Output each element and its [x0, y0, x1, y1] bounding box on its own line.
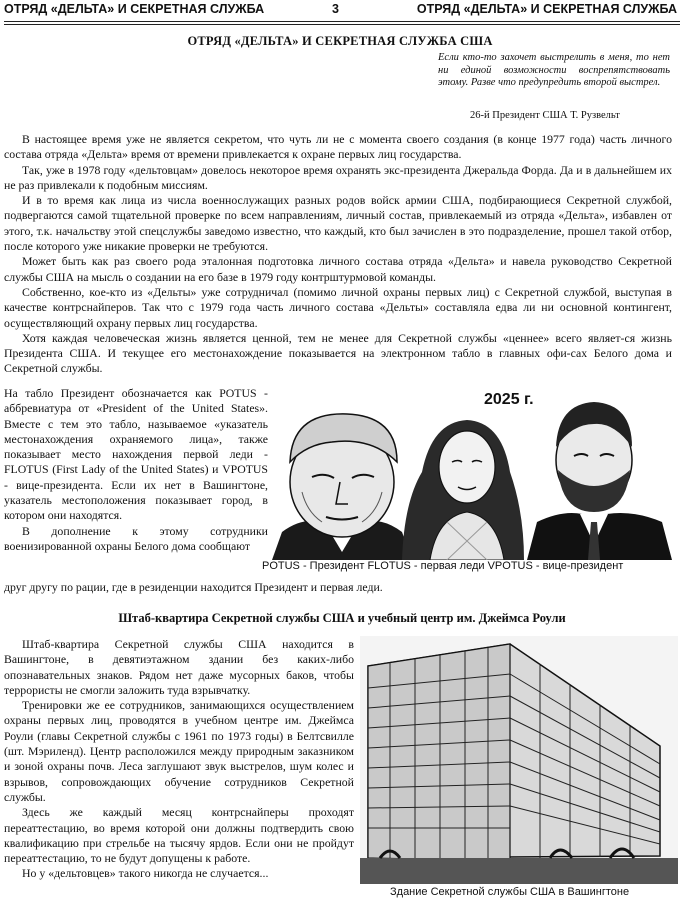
- header-left: ОТРЯД «ДЕЛЬТА» И СЕКРЕТНАЯ СЛУЖБА: [4, 2, 265, 16]
- paragraph: На табло Президент обозначается как POTUS - аббревиатура от «President of the United States». Вместе с тем это табло, называемое «указатель местонахождения охраняемого лица», также показывает место нахождения первой леди - FLOTUS (First Lady of the United States) и VPOTUS - вице-президента. Если их нет в Вашингтоне, указатель местоположения показывает город, в котором они находятся.: [4, 386, 268, 523]
- building-illustration: [360, 636, 678, 884]
- paragraph: Хотя каждая человеческая жизнь является ценной, тем не менее для Секретной службы «ценнее» всего являет-ся жизнь Президента США. И текущее его местонахождение показывается на электронном табло в главных офи-сах Белого дома и Секретной службы.: [4, 330, 672, 376]
- article-body: [4, 132, 672, 377]
- flotus-portrait: [402, 420, 524, 560]
- paragraph: В настоящее время уже не является секретом, что чуть ли не с момента своего создания (в конце 1977 года) часть личного состава отряда «Дельта» время от времени привлекается к охране первых лиц государства.: [4, 132, 672, 162]
- epigraph-author: 26-й Президент США Т. Рузвельт: [470, 110, 620, 121]
- paragraph: Собственно, кое-кто из «Дельты» уже сотрудничал (помимо личной охраны первых лиц) с Секретной службой, выступая в качестве контрснайперов. Так что с 1979 года часть личного состава «Дельты» составляла едва ли ни основной контингент, осуществляющий охрану первых лиц государства.: [4, 284, 672, 330]
- header-rule-bottom: [4, 24, 680, 25]
- paragraph: Тренировки же ее сотрудников, занимающихся осуществлением охраны первых лиц, проводятся в учебном центре им. Джеймса Роули (главы Секретной службы с 1961 по 1973 годы) в Белтсвилле (шт. Мэриленд). Центр расположился между природным заказником и зоной охраны почв. Леса заглушают звук выстрелов, шум колес и взрывов, сопровождающих обучение сотрудников Секретной службы.: [4, 698, 354, 804]
- portraits-photo: [262, 382, 680, 560]
- paragraph: Здесь же каждый месяц контрснайперы проходят переаттестацию, во время которой они должны подтвердить свою квалификацию при стрельбе на тысячу ярдов. Если они не пройдут переаттестацию, то не будут допущены к работе.: [4, 805, 354, 866]
- page-number: 3: [332, 2, 339, 16]
- portraits-illustration: [262, 382, 680, 560]
- photo-caption: POTUS - Президент FLOTUS - первая леди VPOTUS - вице-президент: [262, 560, 624, 572]
- building-photo: [360, 636, 678, 884]
- paragraph: Может быть как раз своего рода эталонная подготовка личного состава отряда «Дельта» и навела руководство Секретной службы США на мысль о создании на его базе в 1979 году контрштурмовой команды.: [4, 254, 672, 284]
- epigraph: Если кто-то захочет выстрелить в меня, то нет ни единой возможности воспрепятствовать этому. Разве что предупредить второй выстрел.: [438, 52, 670, 88]
- photo-year: 2025 г.: [484, 391, 534, 408]
- section-title: Штаб-квартира Секретной службы США и учебный центр им. Джеймса Роули: [118, 611, 566, 625]
- section-body: [4, 637, 354, 882]
- paragraph: Но у «дельтовцев» такого никогда не случается...: [22, 866, 269, 881]
- paragraph: Так, уже в 1978 году «дельтовцам» довелось некоторое время охранять экс-президента Джеральда Форда. Да и в дальнейшем их не раз привлекали к подобным миссиям.: [4, 162, 672, 192]
- running-header: [0, 2, 685, 22]
- vpotus-portrait: [527, 402, 672, 560]
- header-right: ОТРЯД «ДЕЛЬТА» И СЕКРЕТНАЯ СЛУЖБА: [416, 2, 677, 16]
- article-title: ОТРЯД «ДЕЛЬТА» И СЕКРЕТНАЯ СЛУЖБА США: [187, 34, 493, 48]
- paragraph-tail: друг другу по рации, где в резиденции находится Президент и первая леди.: [4, 580, 383, 594]
- paragraph: В дополнение к этому сотрудники военизированной охраны Белого дома сообщают: [4, 523, 268, 553]
- header-rule-top: [4, 21, 680, 22]
- building-caption: Здание Секретной службы США в Вашингтоне: [390, 886, 630, 898]
- wrap-column: [4, 386, 268, 554]
- potus-portrait: [272, 414, 412, 560]
- paragraph: И в то время как лица из числа военнослужащих разных родов войск армии США, подбирающиеся Секретной службой, подвергаются самой тщательной проверке по всем направлениям, личный состав, привлекаемый из отряда «Дельта», избавлен от этого, т.к. начальству этой спецслужбы заведомо известно, что каждый, кто был зачислен в это подразделение, прошел такой отбор, после которого уже никакие проверки не требуются.: [4, 193, 672, 254]
- paragraph: Штаб-квартира Секретной службы США находится в Вашингтоне, в девятиэтажном здании без каких-либо опознавательных знаков. Рядом нет даже мусорных баков, чтобы террористы не смогли заложить туда взрывчатку.: [4, 637, 354, 697]
